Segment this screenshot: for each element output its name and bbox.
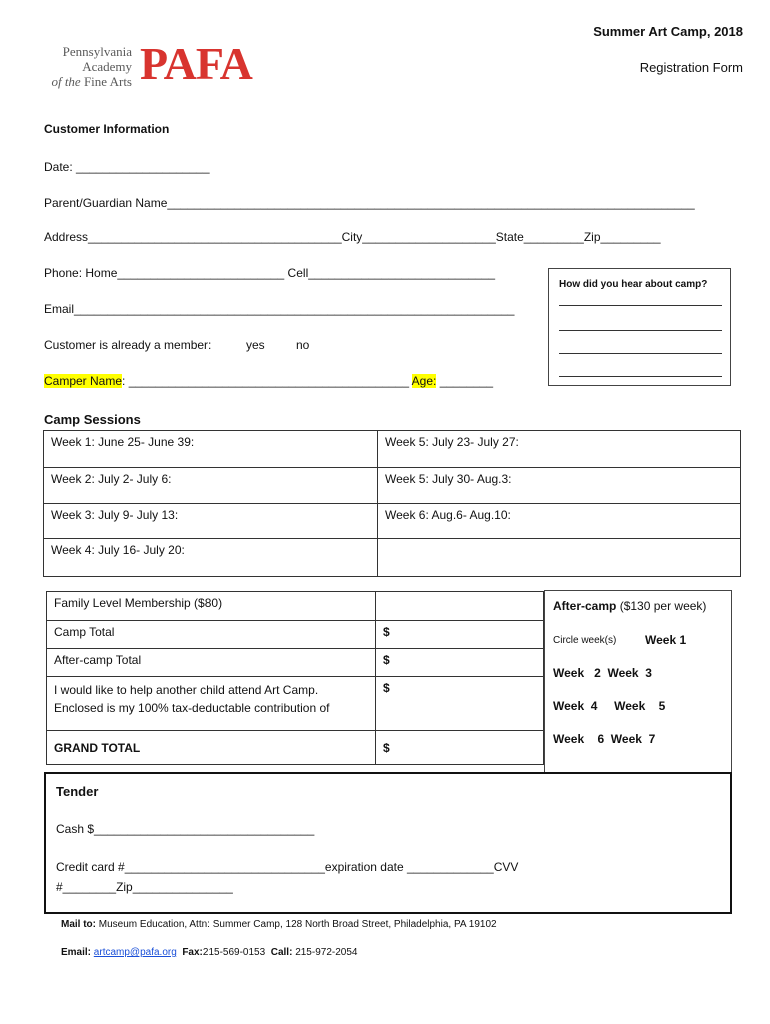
pafa-logo: PAFA (140, 38, 252, 89)
aftercamp-total-amount[interactable]: $ (376, 649, 544, 677)
table-row (44, 539, 741, 577)
aftercamp-total-label: After-camp Total (47, 649, 376, 677)
session-cell[interactable]: Week 4: July 16- July 20: (44, 539, 378, 577)
table-row (47, 621, 544, 649)
cvv-zip-field[interactable]: #________Zip_______________ (56, 880, 233, 894)
how-heard-box (548, 268, 731, 386)
page-subtitle: Registration Form (639, 60, 743, 75)
tender-heading: Tender (56, 784, 99, 799)
aftercamp-week-1[interactable]: Week 1 (645, 633, 687, 647)
aftercamp-price: ($130 per week) (616, 599, 707, 613)
session-cell[interactable]: Week 5: July 23- July 27: (378, 431, 741, 468)
aftercamp-box (544, 590, 732, 774)
fax-value: 215-569-0153 (202, 947, 266, 958)
member-no-option[interactable]: no (296, 338, 310, 352)
address-field[interactable]: Address______________________________________City____________________State_________Zip_________ (44, 230, 661, 244)
how-heard-line-4[interactable] (559, 376, 722, 377)
phone-field[interactable]: Phone: Home_________________________ Cell____________________________ (44, 266, 496, 280)
age-label: Age: (411, 374, 437, 388)
donation-amount[interactable]: $ (376, 677, 544, 731)
credit-card-field[interactable]: Credit card #______________________________expiration date _____________CVV (56, 860, 519, 874)
table-row (47, 731, 544, 765)
session-cell[interactable] (378, 539, 741, 577)
aftercamp-title: After-camp (553, 599, 617, 613)
grand-total-label: GRAND TOTAL (47, 731, 376, 765)
call-label: Call: (270, 947, 296, 958)
table-row (44, 504, 741, 539)
mail-to-label: Mail to: (61, 919, 96, 930)
session-cell[interactable]: Week 5: July 30- Aug.3: (378, 468, 741, 504)
session-cell[interactable]: Week 6: Aug.6- Aug.10: (378, 504, 741, 539)
donation-label (47, 677, 376, 731)
call-value: 215-972-2054 (295, 947, 358, 958)
camper-name-label: Camper Name (44, 374, 123, 388)
camp-total-label: Camp Total (47, 621, 376, 649)
sessions-heading: Camp Sessions (44, 412, 141, 427)
date-field[interactable]: Date: ____________________ (44, 160, 210, 174)
donation-line-2: Enclosed is my 100% tax-deductable contribution of (54, 701, 330, 715)
member-label: Customer is already a member: (44, 338, 212, 352)
grand-total-amount[interactable]: $ (376, 731, 544, 765)
tender-box (44, 772, 732, 914)
age-field[interactable]: ________ (436, 374, 494, 388)
how-heard-line-3[interactable] (559, 353, 722, 354)
circle-weeks-label: Circle week(s) (553, 635, 617, 646)
customer-heading: Customer Information (44, 122, 170, 136)
guardian-name-field[interactable]: Parent/Guardian Name_______________________________________________________________________________ (44, 196, 695, 210)
fax-label: Fax: (182, 947, 203, 958)
logo-line-3 (40, 74, 132, 89)
contact-line (61, 947, 357, 958)
how-heard-question: How did you hear about camp? (559, 279, 708, 290)
camper-name-field[interactable]: : __________________________________________ (122, 374, 409, 388)
page-title: Summer Art Camp, 2018 (593, 24, 743, 39)
session-cell[interactable]: Week 2: July 2- July 6: (44, 468, 378, 504)
email-label: Email: (61, 947, 94, 958)
table-row (47, 677, 544, 731)
email-field[interactable]: Email__________________________________________________________________ (44, 302, 515, 316)
how-heard-line-1[interactable] (559, 305, 722, 306)
table-row (47, 592, 544, 621)
cash-field[interactable]: Cash $_________________________________ (56, 822, 315, 836)
camper-name-row (44, 374, 493, 388)
mail-to-line (61, 919, 497, 930)
mail-to-address: Museum Education, Attn: Summer Camp, 128 North Broad Street, Philadelphia, PA 19102 (96, 919, 497, 930)
logo-line-3-rest: Fine Arts (83, 74, 132, 89)
logo-line-3-italic: of the (51, 74, 81, 89)
table-row (44, 431, 741, 468)
session-cell[interactable]: Week 1: June 25- June 39: (44, 431, 378, 468)
donation-line-1: I would like to help another child attend Art Camp. (54, 683, 319, 697)
aftercamp-weeks-4-5[interactable]: Week 4 Week 5 (553, 699, 666, 713)
aftercamp-weeks-6-7[interactable]: Week 6 Week 7 (553, 732, 656, 746)
membership-label: Family Level Membership ($80) (47, 592, 376, 621)
session-cell[interactable]: Week 3: July 9- July 13: (44, 504, 378, 539)
email-link[interactable]: artcamp@pafa.org (93, 947, 177, 958)
logo-wordmark (40, 44, 132, 89)
table-row (44, 468, 741, 504)
logo-line-2: Academy (82, 59, 132, 74)
fees-table (46, 591, 544, 765)
logo-line-1: Pennsylvania (62, 44, 132, 59)
member-yes-option[interactable]: yes (246, 338, 265, 352)
camp-total-amount[interactable]: $ (376, 621, 544, 649)
table-row (47, 649, 544, 677)
aftercamp-weeks-2-3[interactable]: Week 2 Week 3 (553, 666, 652, 680)
aftercamp-title-row (553, 599, 706, 613)
how-heard-line-2[interactable] (559, 330, 722, 331)
sessions-table (43, 430, 741, 577)
membership-amount[interactable] (376, 592, 544, 621)
